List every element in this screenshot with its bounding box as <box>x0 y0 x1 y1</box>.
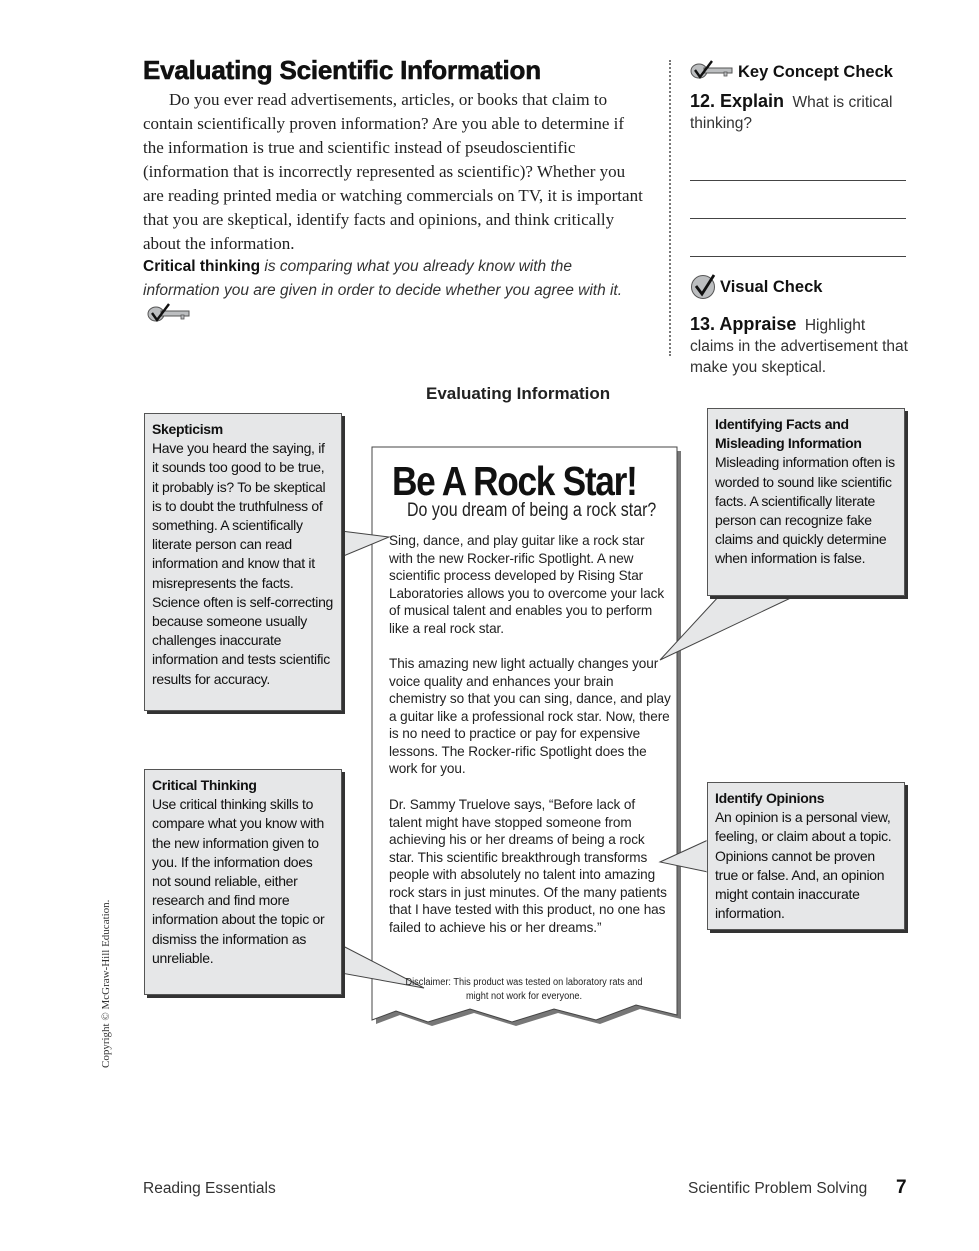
callout-heading: Critical Thinking <box>152 777 257 793</box>
callout-text: Misleading information often is worded to sound like scientific facts. A scientifically literate person can recognize fake claims and quickly determine when information is false. <box>715 454 895 567</box>
callout-skepticism <box>144 413 342 711</box>
callout-text: Have you heard the saying, if it sounds too good to be true, it probably is? To be skeptical is to doubt the truthfulness of something. A scientifically literate person can read information and know that it misrepresents the facts. Science often is self-correcting because someone usually challenges inaccurate information and tests scientific results for accuracy. <box>152 440 334 687</box>
question-13-text: Highlight claims in the advertisement that make you skeptical. <box>690 317 908 376</box>
ad-paragraph-1: Sing, dance, and play guitar like a rock star with the new Rocker-rific Spotlight. A new scientific process developed by Rising Star Laboratories allows you to overcome your lack of musical talent and enables you to perform like a real rock star. <box>389 533 665 636</box>
definition-text: is comparing what you already know with the information you are given in order to decide whether you agree with it. <box>143 258 623 299</box>
visual-check-heading: Visual Check <box>720 278 823 296</box>
footer-chapter-title: Scientific Problem Solving <box>688 1180 868 1197</box>
copyright: Copyright © McGraw-Hill Education. <box>100 899 112 1068</box>
ad-paragraph-2: This amazing new light actually changes your voice quality and enhances your brain chemistry so that you can sing, dance, and play a guitar like a professional rock star. Now, there is no need to practice or pay for expensive lessons. The Rocker-rific Spotlight does the work for you. <box>389 656 671 776</box>
intro-text: Do you ever read advertisements, articles, or books that claim to contain scientifically proven information? Are you able to determine if the information is true and scientific instead of pseudoscientific (information that is incorrectly represented as scientific)? Whether you are reading printed media or watching commercials on TV, it is important that you are skeptical, identify facts and opinions, and think critically about the information. <box>143 90 643 253</box>
callout-heading: Skepticism <box>152 421 223 437</box>
callout-identify-opinions <box>707 782 905 930</box>
callout-heading: Identify Opinions <box>715 790 825 806</box>
footer-book-title: Reading Essentials <box>143 1180 276 1197</box>
question-13-number: 13. Appraise <box>690 314 797 334</box>
key-concept-heading: Key Concept Check <box>738 63 893 81</box>
question-12-text: What is critical thinking? <box>690 94 893 132</box>
question-12-number: 12. Explain <box>690 91 785 111</box>
callout-text: An opinion is a personal view, feeling, or claim about a topic. Opinions cannot be proven true or false. And, an opinion might contain inaccurate information. <box>715 809 892 922</box>
ad-subtitle: Do you dream of being a rock star? <box>407 500 657 521</box>
ad-paragraph-3: Dr. Sammy Truelove says, “Before lack of talent might have stopped someone from achieving his or her dreams of being a rock star. This scientific breakthrough transforms people with absolutely no talent into amazing rock stars in just minutes. Of the many patients that I have tested with this product, no one has failed to achieve his or her dreams.” <box>389 797 667 935</box>
callout-critical-thinking <box>144 769 342 995</box>
figure-title: Evaluating Information <box>426 384 611 403</box>
callout-text: Use critical thinking skills to compare what you know with the new information given to you. If the information does not sound reliable, either research and find more information about the topic or dismiss the information as unreliable. <box>152 796 325 966</box>
callout-identifying-facts <box>707 408 905 596</box>
ad-title: Be A Rock Star! <box>392 458 637 504</box>
page-number: 7 <box>896 1177 907 1198</box>
definition-term: Critical thinking <box>143 258 261 275</box>
ad-disclaimer: Disclaimer: This product was tested on laboratory rats and might not work for everyone. <box>405 977 643 1002</box>
callout-heading: Identifying Facts and Misleading Information <box>715 416 862 452</box>
page-title: Evaluating Scientific Information <box>143 55 541 85</box>
